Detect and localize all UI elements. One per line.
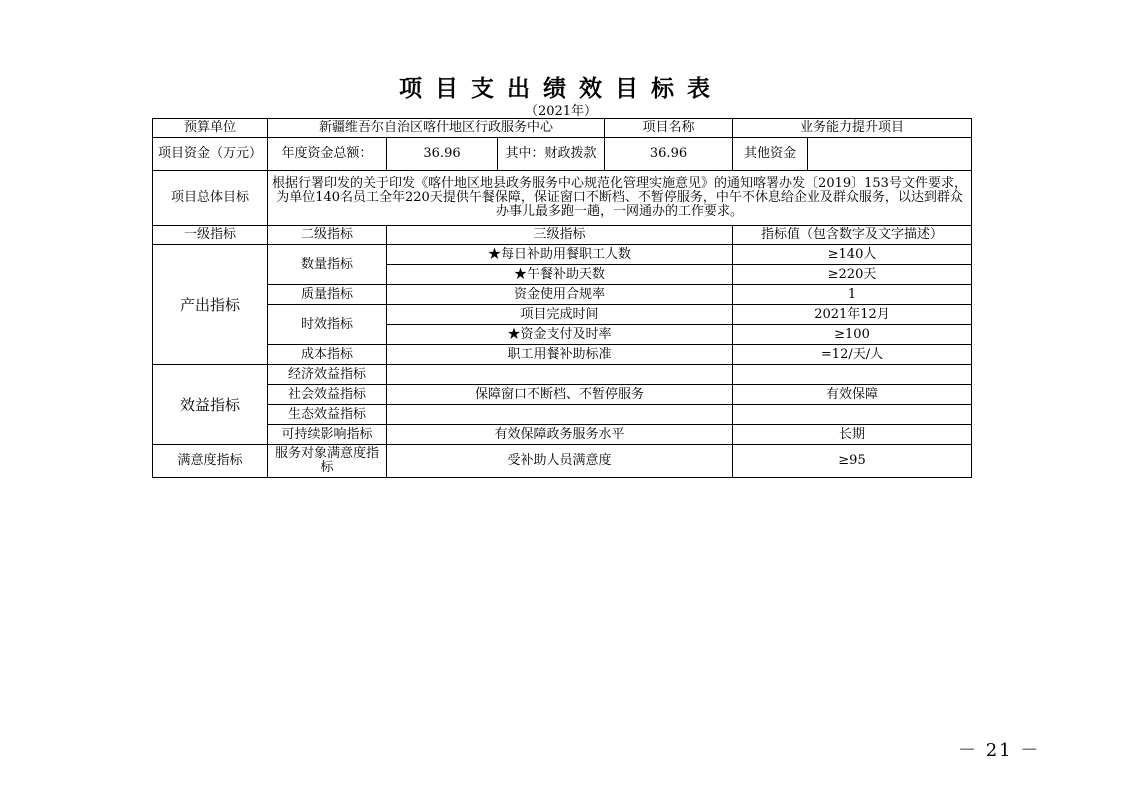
value-cell: ≥220天 (733, 265, 972, 285)
budget-unit-label: 预算单位 (153, 119, 268, 138)
annual-total-value: 36.96 (387, 138, 498, 171)
table-row (153, 285, 972, 305)
level2-social: 社会效益指标 (268, 385, 387, 405)
page-title: 项目支出绩效目标表 (399, 76, 723, 102)
level3-cell: 受补助人员满意度 (387, 445, 733, 478)
table-row (153, 119, 972, 138)
level2-service-satisfaction: 服务对象满意度指标 (268, 445, 387, 478)
annual-total-label: 年度资金总额： (268, 138, 387, 171)
table-row (153, 345, 972, 365)
value-cell (733, 405, 972, 425)
fiscal-value: 36.96 (605, 138, 733, 171)
table-row (153, 171, 972, 226)
other-funds-label: 其他资金 (733, 138, 808, 171)
level2-economic: 经济效益指标 (268, 365, 387, 385)
value-cell: 长期 (733, 425, 972, 445)
level3-cell: 项目完成时间 (387, 305, 733, 325)
value-cell (733, 365, 972, 385)
level3-cell: ★资金支付及时率 (387, 325, 733, 345)
level3-cell: ★午餐补助天数 (387, 265, 733, 285)
table-row (153, 385, 972, 405)
budget-unit-value: 新疆维吾尔自治区喀什地区行政服务中心 (268, 119, 605, 138)
level2-quality: 质量指标 (268, 285, 387, 305)
header-level1: 一级指标 (153, 226, 268, 245)
other-funds-value (808, 138, 972, 171)
level2-cost: 成本指标 (268, 345, 387, 365)
level3-cell: 资金使用合规率 (387, 285, 733, 305)
value-cell: 2021年12月 (733, 305, 972, 325)
value-cell: 有效保障 (733, 385, 972, 405)
value-cell: 1 (733, 285, 972, 305)
page-subtitle: （2021年） (524, 104, 598, 119)
level1-benefit: 效益指标 (153, 365, 268, 445)
goal-label: 项目总体目标 (153, 171, 268, 226)
table-row (153, 245, 972, 265)
project-name-label: 项目名称 (605, 119, 733, 138)
project-name-value: 业务能力提升项目 (733, 119, 972, 138)
header-level2: 二级指标 (268, 226, 387, 245)
value-cell: ≥140人 (733, 245, 972, 265)
table-row (153, 365, 972, 385)
table-header-row (153, 226, 972, 245)
page-number: － 21 － (958, 740, 1041, 761)
level2-ecological: 生态效益指标 (268, 405, 387, 425)
fiscal-label: 其中：财政拨款 (498, 138, 605, 171)
level2-sustainability: 可持续影响指标 (268, 425, 387, 445)
level3-cell (387, 365, 733, 385)
level3-cell: 职工用餐补助标准 (387, 345, 733, 365)
header-level3: 三级指标 (387, 226, 733, 245)
table-row (153, 405, 972, 425)
level3-cell: ★每日补助用餐职工人数 (387, 245, 733, 265)
funds-label: 项目资金（万元） (153, 138, 268, 171)
performance-target-table (152, 118, 972, 478)
level2-quantity: 数量指标 (268, 245, 387, 285)
value-cell: ≥95 (733, 445, 972, 478)
level3-cell (387, 405, 733, 425)
table-row (153, 138, 972, 171)
level1-output: 产出指标 (153, 245, 268, 365)
level3-cell: 保障窗口不断档、不暂停服务 (387, 385, 733, 405)
value-cell: ≥100 (733, 325, 972, 345)
table-row (153, 445, 972, 478)
goal-text: 根据行署印发的关于印发《喀什地区地县政务服务中心规范化管理实施意见》的通知喀署办发〔2019〕153号文件要求，为单位140名员工全年220天提供午餐保障，保证窗口不断档、不暂停服务，中午不休息给企业及群众服务，以达到群众办事儿最多跑一趟，一网通办的工作要求。 (268, 171, 972, 226)
header-value: 指标值（包含数字及文字描述） (733, 226, 972, 245)
value-cell: =12/天/人 (733, 345, 972, 365)
table-row (153, 425, 972, 445)
level3-cell: 有效保障政务服务水平 (387, 425, 733, 445)
table-row (153, 305, 972, 325)
level1-satisfaction: 满意度指标 (153, 445, 268, 478)
level2-timeliness: 时效指标 (268, 305, 387, 345)
